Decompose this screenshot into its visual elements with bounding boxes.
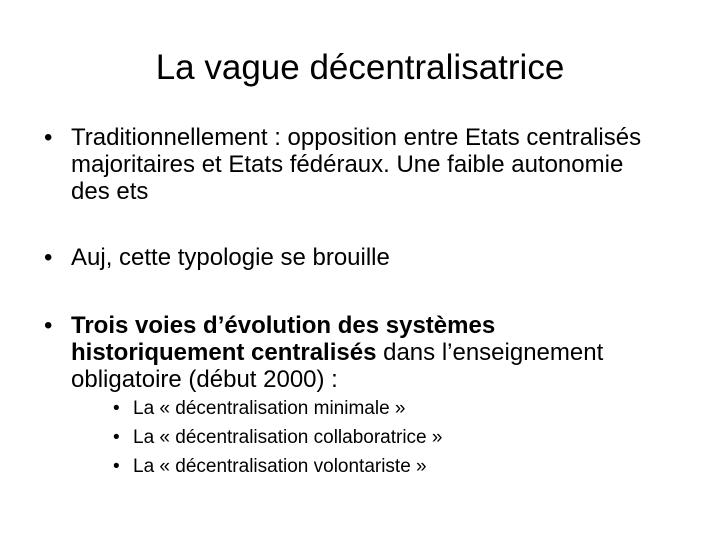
bullet-dot-icon: • bbox=[113, 398, 120, 419]
bullet-text: dans l’enseignement obligatoire (début 2000) : bbox=[71, 339, 604, 393]
sub-bullet-item bbox=[113, 423, 673, 452]
sub-bullet-item bbox=[113, 452, 673, 481]
sub-bullet-text: La « décentralisation volontariste » bbox=[133, 456, 427, 477]
bullet-item bbox=[44, 244, 654, 271]
bullet-dot-icon: • bbox=[113, 427, 120, 448]
bullet-text-group bbox=[71, 312, 654, 393]
bullet-text: Auj, cette typologie se brouille bbox=[71, 244, 390, 271]
bullet-dot-icon: • bbox=[44, 124, 53, 151]
bullet-text: Traditionnellement : opposition entre Etats centralisés majoritaires et Etats fédéraux. Une faible autonomie des ets bbox=[71, 124, 642, 205]
sub-bullet-item bbox=[113, 394, 673, 423]
bullet-dot-icon: • bbox=[44, 312, 53, 339]
slide-title: La vague décentralisatrice bbox=[155, 48, 565, 87]
bullet-dot-icon: • bbox=[113, 456, 120, 477]
bullet-bold-text: Trois voies d’évolution des systèmes historiquement centralisés bbox=[71, 312, 496, 366]
sub-bullet-text: La « décentralisation minimale » bbox=[133, 398, 406, 419]
sub-bullet-text: La « décentralisation collaboratrice » bbox=[133, 427, 443, 448]
bullet-item bbox=[44, 124, 654, 205]
bullet-item bbox=[44, 312, 654, 393]
bullet-dot-icon: • bbox=[44, 244, 53, 271]
